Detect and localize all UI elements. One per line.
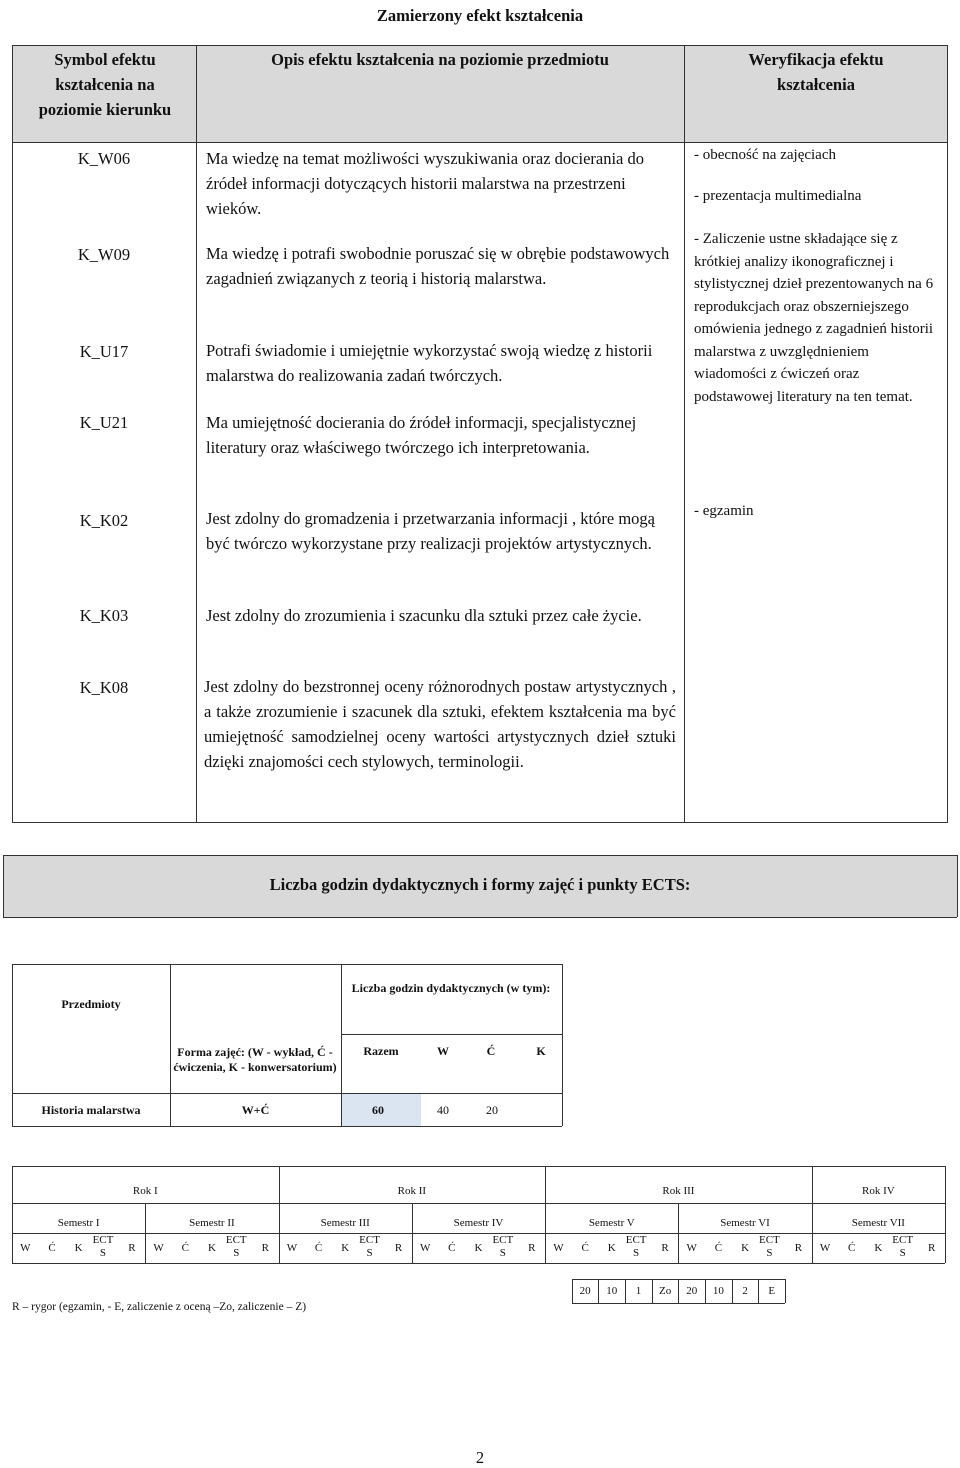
semester-label: Semestr I — [57, 1217, 100, 1229]
verification-item: - obecność na zajęciach — [694, 147, 836, 163]
col-form: Forma zajęć: (W - wykład, Ć - ćwiczenia, K - konwersatorium) — [173, 1045, 337, 1074]
sub-label: ECT S — [892, 1234, 914, 1259]
semester-label: Semestr VII — [851, 1217, 905, 1229]
semester-label: Semestr VI — [720, 1217, 770, 1229]
sub-label: K — [341, 1242, 350, 1254]
row-subject: Historia malarstwa — [41, 1103, 141, 1117]
row-c: 20 — [486, 1103, 498, 1117]
effect-code: K_K02 — [79, 511, 129, 530]
sub-k: K — [536, 1044, 546, 1058]
sub-label: W — [286, 1242, 298, 1254]
semester-label: Semestr III — [320, 1217, 370, 1229]
sub-label: ECT S — [625, 1234, 647, 1259]
sub-label: R — [128, 1242, 136, 1254]
sub-label: Ć — [448, 1242, 456, 1254]
sub-label: K — [741, 1242, 750, 1254]
sub-label: ECT S — [92, 1234, 114, 1259]
header-symbol: Symbol efektu kształcenia na poziomie kierunku — [38, 50, 172, 119]
hours-section-title: Liczba godzin dydaktycznych i formy zajęć i punkty ECTS: — [269, 875, 691, 894]
effects-title: Zamierzony efekt kształcenia — [376, 6, 584, 25]
sub-label: ECT S — [225, 1234, 247, 1259]
effect-description: Ma wiedzę i potrafi swobodnie poruszać się w obrębie podstawowych zagadnień związanych z teorią i historią malarstwa. — [206, 244, 670, 288]
semester-label: Semestr II — [189, 1217, 235, 1229]
year-label: Rok II — [397, 1185, 427, 1197]
header-verification: Weryfikacja efektu kształcenia — [748, 50, 884, 94]
effect-code: K_U17 — [79, 342, 129, 361]
effect-description: Jest zdolny do gromadzenia i przetwarzania informacji , które mogą być twórczo wykorzystane przy realizacji projektów artystycznych. — [206, 509, 655, 553]
effect-code: K_K08 — [79, 678, 129, 697]
col-subjects: Przedmioty — [61, 997, 121, 1011]
sub-total: Razem — [363, 1044, 399, 1058]
sub-label: Ć — [48, 1242, 56, 1254]
sub-label: W — [20, 1242, 31, 1254]
semester-value: 20 — [686, 1285, 698, 1297]
year-label: Rok IV — [861, 1185, 895, 1197]
sub-label: Ć — [181, 1242, 189, 1254]
sub-label: W — [686, 1242, 697, 1254]
semester-value: 10 — [606, 1285, 618, 1297]
sub-label: R — [394, 1242, 403, 1254]
sub-label: K — [207, 1242, 216, 1254]
header-description: Opis efektu kształcenia na poziomie przedmiotu — [271, 50, 609, 69]
row-w: 40 — [437, 1103, 449, 1117]
sub-c: Ć — [486, 1044, 496, 1058]
year-label: Rok I — [132, 1185, 158, 1197]
verification-item: - Zaliczenie ustne składające się z krótkiej analizy ikonograficznej i stylistycznej dzieł prezentowanych na 6 reprodukcjach oraz obszerniejszego omówienia jednego z zagadnień historii malarstwa z uwzględnieniem wiadomości z ćwiczeń oraz podstawowej literatury na ten temat. — [694, 231, 934, 405]
semester-label: Semestr V — [588, 1217, 635, 1229]
semester-value: Zo — [658, 1285, 672, 1297]
semester-value: 1 — [635, 1285, 642, 1297]
sub-label: K — [874, 1242, 883, 1254]
semester-label: Semestr IV — [453, 1217, 504, 1229]
sub-label: ECT S — [759, 1234, 780, 1259]
sub-label: W — [419, 1242, 431, 1254]
verification-item: - prezentacja multimedialna — [694, 188, 862, 204]
page-number: 2 — [475, 1448, 485, 1467]
sub-label: R — [528, 1242, 536, 1254]
verification-item: - egzamin — [694, 503, 754, 519]
effect-code: K_W09 — [77, 245, 131, 264]
semester-value: 20 — [579, 1285, 591, 1297]
semester-value: 2 — [742, 1285, 748, 1297]
sub-label: R — [261, 1242, 269, 1254]
sub-label: R — [661, 1242, 669, 1254]
sub-label: K — [474, 1242, 483, 1254]
row-total: 60 — [372, 1103, 384, 1117]
row-form: W+Ć — [241, 1103, 270, 1117]
sub-label: W — [819, 1242, 831, 1254]
effect-description: Jest zdolny do bezstronnej oceny różnorodnych postaw artystycznych , a także zrozumienie i szacunek dla sztuki, efektem kształcenia ma być umiejętność samodzielnej oceny wartości artystycznych dzieł sztuki dzięki znajomości cech stylowych, terminologii. — [204, 677, 676, 771]
sub-label: W — [153, 1242, 164, 1254]
effect-code: K_W06 — [77, 149, 131, 168]
sub-label: W — [553, 1242, 564, 1254]
sub-label: ECT S — [492, 1234, 514, 1259]
sub-label: Ć — [314, 1242, 323, 1254]
sub-label: Ć — [848, 1242, 856, 1254]
sub-label: ECT S — [359, 1234, 380, 1259]
sub-label: Ć — [581, 1242, 589, 1254]
sub-label: R — [927, 1242, 936, 1254]
effect-description: Ma umiejętność docierania do źródeł informacji, specjalistycznej literatury oraz właściwego twórczego ich interpretowania. — [206, 413, 637, 457]
effect-description: Jest zdolny do zrozumienia i szacunku dla sztuki przez całe życie. — [206, 606, 642, 625]
col-hours: Liczba godzin dydaktycznych (w tym): — [351, 981, 551, 995]
effect-code: K_K03 — [79, 606, 129, 625]
sub-label: K — [74, 1242, 83, 1254]
year-label: Rok III — [662, 1185, 695, 1197]
sub-label: K — [607, 1242, 616, 1254]
legend-text: R – rygor (egzamin, - E, zaliczenie z oceną –Zo, zaliczenie – Z) — [12, 1301, 307, 1313]
sub-label: R — [794, 1242, 803, 1254]
sub-label: Ć — [714, 1242, 723, 1254]
effect-description: Ma wiedzę na temat możliwości wyszukiwania oraz docierania do źródeł informacji dotyczących historii malarstwa na przestrzeni wieków. — [206, 149, 644, 218]
effect-description: Potrafi świadomie i umiejętnie wykorzystać swoją wiedzę z historii malarstwa do realizowania zadań twórczych. — [206, 341, 653, 385]
sub-w: W — [437, 1044, 449, 1058]
semester-value: 10 — [712, 1285, 724, 1297]
effect-code: K_U21 — [79, 413, 129, 432]
semester-value: E — [768, 1285, 776, 1297]
